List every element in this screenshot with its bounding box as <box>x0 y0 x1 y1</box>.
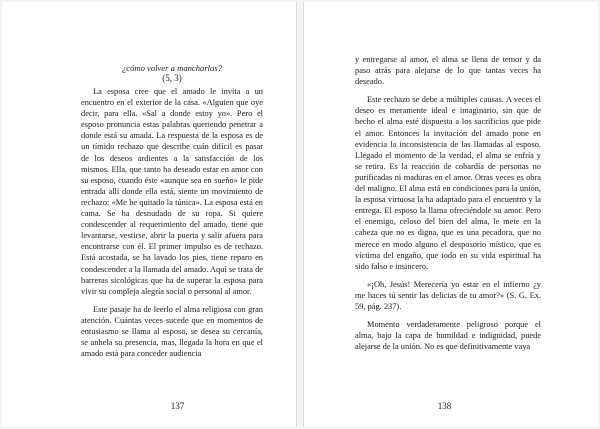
page-number-left: 137 <box>170 401 185 411</box>
left-text-block <box>81 63 263 359</box>
left-paragraph-1: La esposa cree que el amado le invita a un encuentro en el exterior de la casa. «Alguien que oye decir, para ella. «Sal a donde estoy yo». Pero el esposo pronuncia estas palabras queriendo penetrar a donde está su amada. La respuesta de la esposa es de un tímido rechazo que describe cuán difícil es pasar de los deseos ardientes a la satisfacción de los mismos. Ella, que tanto ha deseado estar en amor con su esposo, cuando éste «aunque sea en sueño» le pide entrada allí donde ella está, siente un movimiento de rechazo: «Me he quitado la túnica». La esposa está en cama. Se ha desnudado de su ropa. Si quiere condescender al requerimiento del amado, tiene que levantarse, vestirse, abrir la puerta y salir afuera para encontrarse con él. El primer impulso es de rechazo. Está acostada, se ha lavado los pies, tiene reparo en condescender a la llamada del amado. Aquí se trata de barreras sicológicas que ha de superar la esposa para vivir su compleja alegría social o personal al amor. <box>81 87 263 296</box>
page-number-right: 138 <box>437 401 452 411</box>
left-paragraph-2: Este pasaje ha de leerlo el alma religiosa con gran atención. Cuántas veces sucede que en momentos de entusiasmo se llama al esposo, se desea su cercanía, se anhela su presencia, mas, llegada la hora en que el amado está para conceder audiencia <box>81 304 263 359</box>
right-paragraph-2: Este rechazo se debe a múltiples causas. A veces el deseo es meramente ideal e imaginario, sin que de hecho el alma esté dispuesta a los sacrificios que pide el amor. Entonces la invitación del amado pone en evidencia la inconsistencia de las llamadas al esposo. Llegado el momento de la verdad, el alma se enfría y se retira. Es la reacción de cobardía de personas no purificadas ni maduras en el amor. Otras veces es obra del maligno. El alma está en condiciones para la unión, la esposa virtuosa la ha adaptado para el encuentro y la entrega. El esposo la llama ofreciéndole su amor. Pero el enemigo, celoso del bien del alma, le mete en la cabeza que no es digna, que es una pecadora, que no merece en modo alguno el desposorio místico, que es víctima del engaño, que todo en su vida espiritual ha sido falso e insincero. <box>355 95 541 271</box>
right-paragraph-1: y entregarse al amor, el alma se llena de temor y da paso atrás para alejarse de lo que tantas veces ha deseado. <box>355 55 541 87</box>
chapter-title: ¿cómo volver a mancharlos? <box>121 63 222 73</box>
left-page <box>2 2 297 427</box>
right-text-block <box>355 54 541 352</box>
right-page <box>303 2 598 427</box>
chapter-reference: (5, 3) <box>162 73 182 83</box>
right-quote: «¡Oh, Jesús! Merecería yo estar en el infierno ¿y me haces tú sentir las delicias de tu amor?» (S. G. Ex. 59, pág. 237). <box>355 279 541 311</box>
right-paragraph-3: Momento verdaderamente peligroso porque el alma, bajo la capa de humildad e indignidad, puede alejarse de la unión. No es que definitivamente vaya <box>355 320 541 352</box>
